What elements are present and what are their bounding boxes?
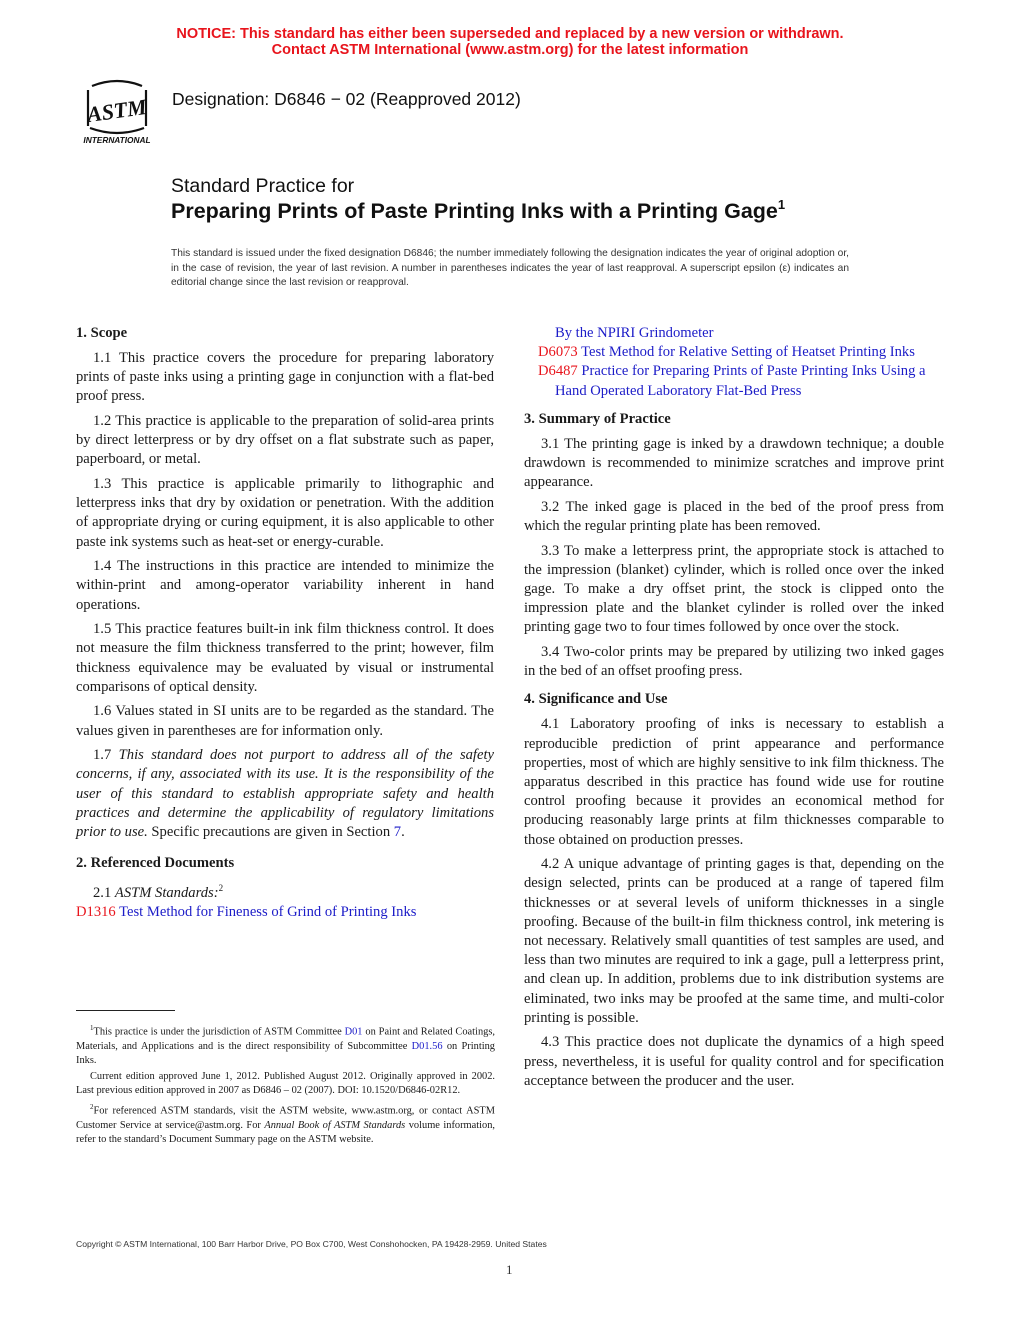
footnote-2-mark: 2 [218,883,224,894]
paragraph-1-7-number: 1.7 [93,747,112,764]
reference-d6073 [524,343,944,362]
paragraph-3-3: 3.3 To make a letterpress print, the appropriate stock is attached to the impression (blanket) cylinder, which is rolled once over the inked gage. To make a dry offset print, the stock is clipped onto the impression plate and the blanket cylinder is rolled over the inked printing gage two to four times followed by once over the stock. [524,542,944,636]
paragraph-1-7-end: . [401,824,405,841]
paragraph-3-1: 3.1 The printing gage is inked by a drawdown technique; a double drawdown is recommended to minimize scratches and improve print appearance. [524,435,944,491]
reference-d1316-part2 [524,324,944,343]
footnote-2-text-b: volume information, refer to the standard’s Document Summary page on the ASTM website. [76,1119,496,1146]
reference-title-d1316-continued[interactable]: By the NPIRI Grindometer [555,325,714,341]
astm-logo [72,78,162,148]
footnote-2 [76,1100,495,1148]
footnote-2-text-a: For referenced ASTM standards, visit the ASTM website, www.astm.org, or contact ASTM Customer Service at service@astm.org. For [76,1105,495,1131]
subcommittee-d01-56-link[interactable]: D01.56 [411,1040,443,1052]
paragraph-1-2: 1.2 This practice is applicable to the preparation of solid-area prints by direct letterpress or by dry offset on a flat substrate such as paper, paperboard, or metal. [76,413,494,468]
paragraph-3-4: 3.4 Two-color prints may be prepared by utilizing two inked gages in the bed of an offset proofing press. [524,644,944,680]
section-7-link[interactable]: 7 [393,824,402,841]
reference-code-d6073[interactable]: D6073 [538,344,578,361]
section-heading-referenced: 2. Referenced Documents [76,855,235,872]
title-footnote-mark: 1 [777,197,786,212]
paragraph-4-2: 4.2 A unique advantage of printing gages is that, depending on the design selected, prints can be produced at a range of tapered film thicknesses or at several levels of uniform thicknesses in a single proofing. Because of the built-in film thickness control, ink metering is not necessary. Relatively small quantities of test samples are used, and less than two minutes are required to ink a gage, pull a letterpress print, and clean up. In addition, problems due to ink distribution systems are eliminated, two inks may be proofed at the same time, and multi-color printing is possible. [524,856,944,1026]
document-title [171,199,785,224]
paragraph-1-7 [76,746,494,842]
footnote-1-text-c: on Printing Inks. [76,1040,495,1067]
reference-title-d6073[interactable]: Test Method for Relative Setting of Heatset Printing Inks [581,344,915,361]
paragraph-1-4: 1.4 The instructions in this practice are intended to minimize the within-print and among-operator variability inherent in hand operations. [76,558,494,613]
paragraph-1-1: 1.1 This practice covers the procedure for preparing laboratory prints of paste inks using a printing gage in conjunction with a flat-bed proof press. [76,350,494,405]
footnote-1-text-b: on Paint and Related Coatings, Materials, and Applications and is the direct responsibility of Subcommittee [76,1026,495,1052]
paragraph-1-6: 1.6 Values stated in SI units are to be regarded as the standard. The values given in parentheses are for information only. [76,703,494,739]
annual-book-title: Annual Book of ASTM Standards [264,1119,406,1131]
astm-standards-label: ASTM Standards: [114,885,219,902]
logo-letters: ASTM [85,93,149,128]
reference-d6487 [524,362,944,400]
footnote-2-mark-bottom: 2 [90,1102,94,1111]
precautions-text: Specific precautions are given in Section [151,824,391,841]
paragraph-1-3: 1.3 This practice is applicable primarily to lithographic and letterpress inks that dry by oxidation or penetration. With the addition of appropriate drying or curing equipment, it is also applicable to other paste ink systems such as heat-set or energy-curable. [76,476,494,550]
logo-subtext: INTERNATIONAL [83,135,151,145]
safety-caveat: This standard does not purport to address all of the safety concerns, if any, associated with its use. It is the responsibility of the user of this standard to establish appropriate safety and health practices and determine the applicability of regulatory limitations prior to use. [76,747,494,841]
paragraph-2-1-number: 2.1 [93,885,112,902]
copyright-line: Copyright © ASTM International, 100 Barr Harbor Drive, PO Box C700, West Conshohocken, PA 19428-2959. United States [76,1239,547,1249]
section-heading-summary: 3. Summary of Practice [524,410,671,427]
paragraph-1-5: 1.5 This practice features built-in ink film thickness control. It does not measure the film thickness transferred to the print; however, film thickness equivalence may be evaluated by visual or instrumental comparisons of optical density. [76,621,494,695]
footnote-1-mark: 1 [90,1024,94,1032]
notice-line-2: Contact ASTM International (www.astm.org) for the latest information [271,42,749,58]
reference-code-d1316[interactable]: D1316 [76,904,116,921]
section-heading-significance: 4. Significance and Use [524,691,668,708]
footnote-1-edition: Current edition approved June 1, 2012. Published August 2012. Originally approved in 2002. Last previous edition approved in 2007 as D6846 – 02 (2007). DOI: 10.1520/D6846-02R12. [76,1070,495,1097]
right-column [524,324,944,1096]
withdrawal-notice [0,26,1020,58]
reference-d1316-part1 [76,903,494,922]
issuance-note: This standard is issued under the fixed designation D6846; the number immediately following the designation indicates the year of original adoption or, in the case of revision, the year of last revision. A number in parentheses indicates the year of last reapproval. A superscript epsilon (ε) indicates an editorial change since the last revision or reapproval. [171,248,849,289]
left-column [76,324,494,922]
reference-title-d1316[interactable]: Test Method for Fineness of Grind of Printing Inks [119,904,417,921]
title-line-1: Standard Practice for [171,175,355,197]
reference-code-d6487[interactable]: D6487 [538,363,578,380]
notice-line-1: NOTICE: This standard has either been superseded and replaced by a new version or withdrawn. [176,26,844,42]
footnote-divider [76,1010,175,1011]
paragraph-3-2: 3.2 The inked gage is placed in the bed of the proof press from which the regular printing plate has been removed. [524,498,944,535]
footnotes [76,1021,495,1149]
reference-title-d6487[interactable]: Practice for Preparing Prints of Paste Printing Inks Using a Hand Operated Laboratory Flat-Bed Press [555,363,926,399]
paragraph-2-1 [76,879,494,903]
section-heading-scope: 1. Scope [76,325,128,341]
footnote-1 [76,1021,495,1069]
title-line-2: Preparing Prints of Paste Printing Inks with a Printing Gage [171,199,778,223]
footnote-1-text-a: This practice is under the jurisdiction of ASTM Committee [93,1026,342,1038]
paragraph-4-3: 4.3 This practice does not duplicate the dynamics of a high speed press, nevertheless, it is useful for quality control and for specification acceptance between the producer and the user. [524,1034,944,1089]
committee-d01-link[interactable]: D01 [344,1026,363,1038]
page-number: 1 [506,1262,513,1277]
paragraph-4-1: 4.1 Laboratory proofing of inks is necessary to establish a reproducible prediction of print appearance and performance properties, most of which are highly sensitive to ink film thickness. The apparatus described in this practice has found wide use for routine control proofing because it provides an economical method for producing reasonably large prints at film thicknesses comparable to those obtained on production presses. [524,716,944,848]
designation: Designation: D6846 − 02 (Reapproved 2012) [172,89,521,109]
